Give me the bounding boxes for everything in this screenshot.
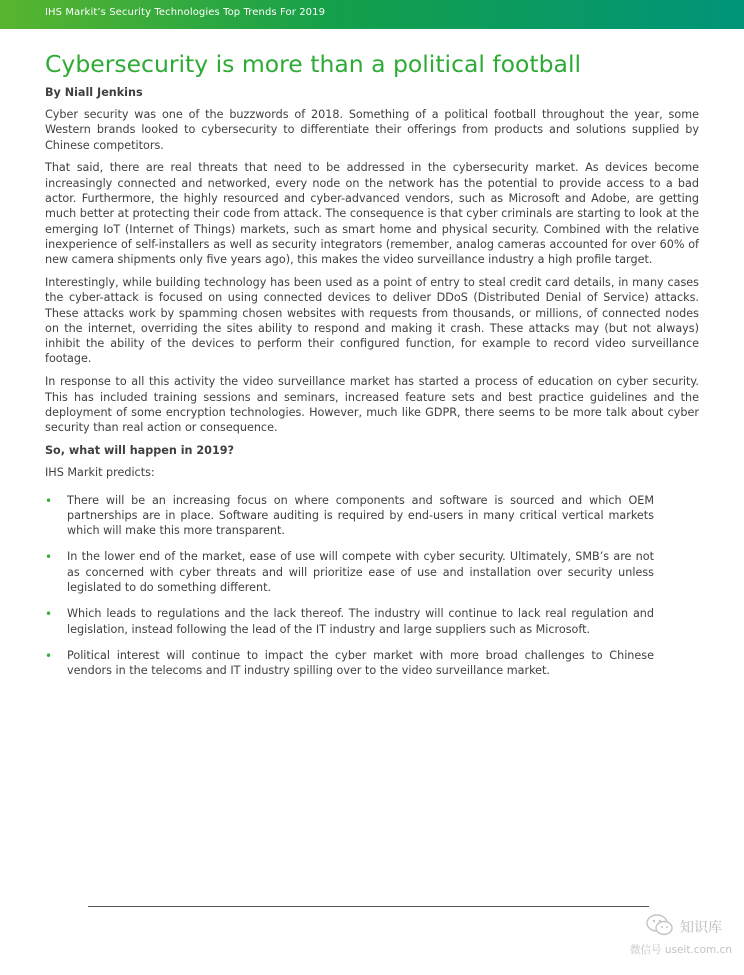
header-bar	[0, 0, 744, 29]
prediction-list	[45, 493, 654, 679]
bullet-icon: •	[45, 493, 53, 508]
article-title: Cybersecurity is more than a political football	[45, 50, 582, 78]
paragraph-response: In response to all this activity the video surveillance market has started a process of education on cyber security. This has included training sessions and seminars, increased feature sets and best practice guidelines and the deployment of some encryption technologies. However, much like GDPR, there seems to be more talk about cyber security than real action or consequence.	[45, 375, 699, 435]
article-body	[45, 107, 699, 690]
wechat-icon	[645, 913, 675, 937]
watermark-name: 知识库	[680, 920, 722, 936]
paragraph-threats: That said, there are real threats that need to be addressed in the cybersecurity market. As devices become increasingly connected and networked, every node on the network has the potential to provide access to a bad actor. Furthermore, the highly resourced and cyber-advanced vendors, such as Microsoft and Adobe, are getting much better at protecting their code from attack. The consequence is that cyber criminals are starting to look at the emerging IoT (Internet of Things) markets, such as smart home and physical security. Combined with the relative inexperience of self-installers as well as security integrators (remember, analog cameras accounted for over 60% of new camera shipments only five years ago), this makes the video surveillance industry a high profile target.	[45, 161, 699, 267]
list-item	[45, 549, 654, 595]
list-item	[45, 493, 654, 539]
bullet-text: There will be an increasing focus on where components and software is sourced and which OEM partnerships are in place. Software auditing is required by end-users in many critical vertical markets which will make this more transparent.	[67, 493, 654, 538]
watermark-account: 微信号 useit.com.cn	[630, 944, 732, 956]
section-subheading: So, what will happen in 2019?	[45, 443, 235, 457]
bullet-icon: •	[45, 607, 53, 622]
paragraph-intro: Cyber security was one of the buzzwords of 2018. Something of a political football throughout the year, some Western brands looked to cybersecurity to differentiate their offerings from products and solutions supplied by Chinese competitors.	[45, 108, 699, 152]
bullet-text: Political interest will continue to impact the cyber market with more broad challenges to Chinese vendors in the telecoms and IT industry spilling over to the video surveillance market.	[67, 648, 654, 678]
bullet-text: In the lower end of the market, ease of use will compete with cyber security. Ultimately, SMB’s are not as concerned with cyber threats and will prioritize ease of use and installation over security unless legislated to do something different.	[67, 550, 654, 595]
article-author: By Niall Jenkins	[45, 86, 143, 99]
running-title: IHS Markit’s Security Technologies Top Trends For 2019	[45, 7, 326, 18]
bullet-icon: •	[45, 648, 53, 663]
list-item	[45, 648, 654, 679]
bullet-text: Which leads to regulations and the lack thereof. The industry will continue to lack real regulation and legislation, instead following the lead of the IT industry and large suppliers such as Microsoft.	[67, 607, 654, 636]
footer-divider	[88, 906, 649, 907]
paragraph-ddos: Interestingly, while building technology has been used as a point of entry to steal credit card details, in many cases the cyber-attack is focused on using connected devices to deliver DDoS (Distributed Denial of Service) attacks. These attacks work by spamming chosen websites with requests from thousands, or millions, of connected nodes on the internet, overriding the sites ability to respond and making it crash. These attacks may (but not always) inhibit the ability of the devices to perform their configured function, for example to record video surveillance footage.	[45, 275, 699, 366]
predicts-intro: IHS Markit predicts:	[45, 466, 155, 480]
bullet-icon: •	[45, 550, 53, 565]
list-item	[45, 606, 654, 637]
